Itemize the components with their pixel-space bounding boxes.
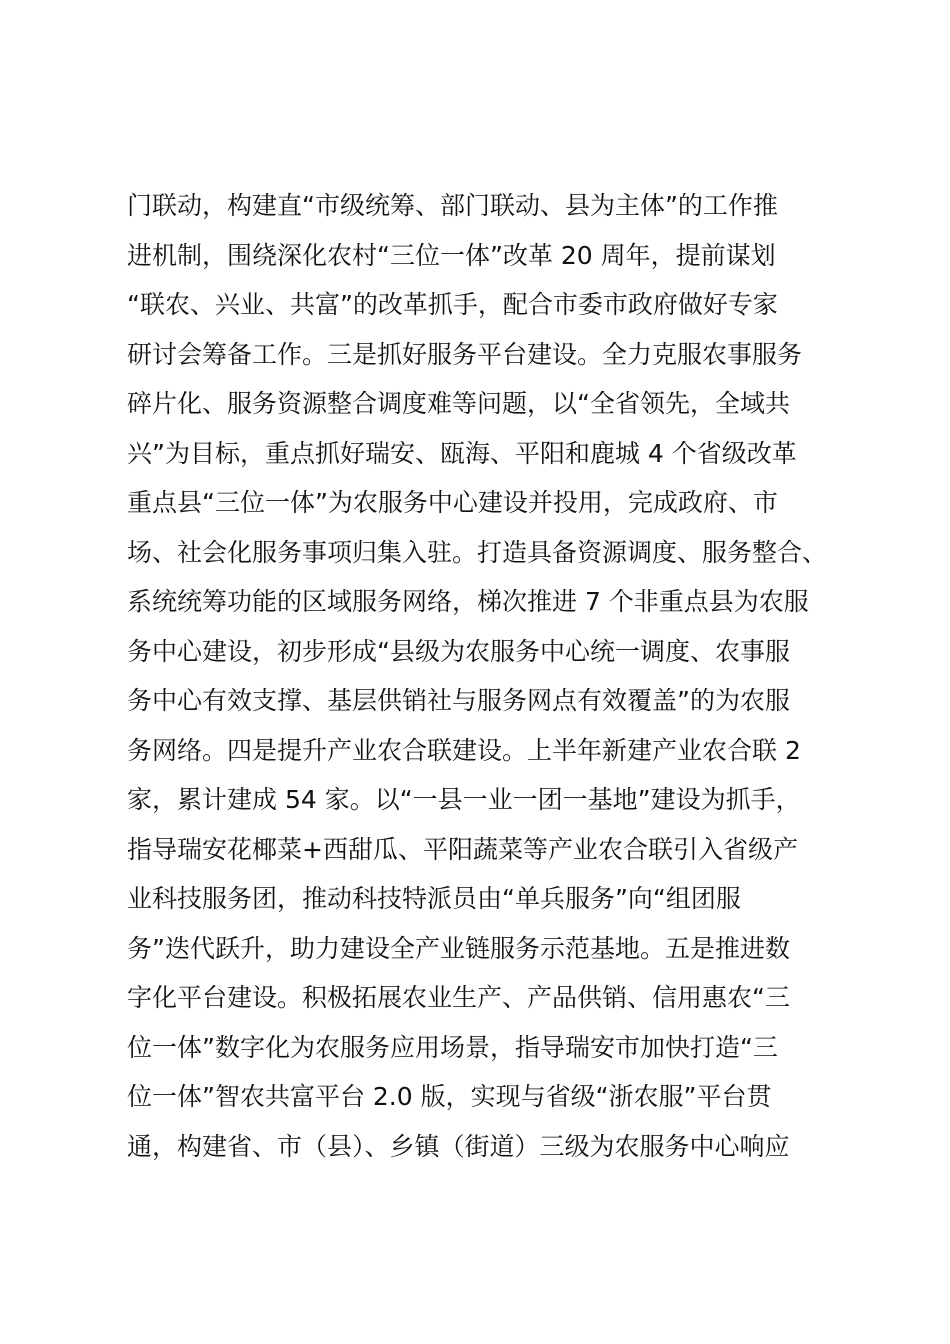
text-line: 务中心有效支撑、基层供销社与服务网点有效覆盖”的为农服 (127, 686, 790, 715)
text-line: 系统统筹功能的区域服务网络，梯次推进 7 个非重点县为农服 (127, 587, 809, 616)
text-line: 务中心建设，初步形成“县级为农服务中心统一调度、农事服 (127, 636, 790, 666)
text-line: 位一体”智农共富平台 2.0 版，实现与省级“浙农服”平台贯 (127, 1082, 772, 1111)
text-line: 业科技服务团，推动科技特派员由“单兵服务”向“组团服 (127, 884, 741, 913)
text-line: 门联动，构建直“市级统筹、部门联动、县为主体”的工作推 (127, 191, 778, 220)
text-line: “联农、兴业、共富”的改革抓手，配合市委市政府做好专家 (127, 290, 778, 319)
text-line: 进机制，围绕深化农村“三位一体”改革 20 周年，提前谋划 (127, 240, 776, 270)
text-line: 碎片化、服务资源整合调度难等问题，以“全省领先，全域共 (127, 389, 790, 418)
body-paragraph (127, 181, 847, 1171)
text-line: 家，累计建成 54 家。以“一县一业一团一基地”建设为抓手， (127, 785, 801, 814)
text-line: 研讨会筹备工作。三是抓好服务平台建设。全力克服农事服务 (127, 339, 803, 369)
text-line: 通，构建省、市（县）、乡镇（街道）三级为农服务中心响应 (127, 1131, 790, 1161)
text-line: 场、社会化服务事项归集入驻。打造具备资源调度、服务整合、 (127, 537, 828, 567)
text-line: 兴”为目标，重点抓好瑞安、瓯海、平阳和鹿城 4 个省级改革 (127, 438, 797, 468)
text-line: 重点县“三位一体”为农服务中心建设并投用，完成政府、市 (127, 488, 778, 517)
text-line: 务”迭代跃升，助力建设全产业链服务示范基地。五是推进数 (127, 933, 790, 963)
text-line: 务网络。四是提升产业农合联建设。上半年新建产业农合联 2 (127, 735, 801, 765)
text-line: 字化平台建设。积极拓展农业生产、产品供销、信用惠农“三 (127, 983, 790, 1012)
text-line: 位一体”数字化为农服务应用场景，指导瑞安市加快打造“三 (127, 1032, 778, 1062)
text-line: 指导瑞安花椰菜+西甜瓜、平阳蔬菜等产业农合联引入省级产 (127, 834, 798, 864)
